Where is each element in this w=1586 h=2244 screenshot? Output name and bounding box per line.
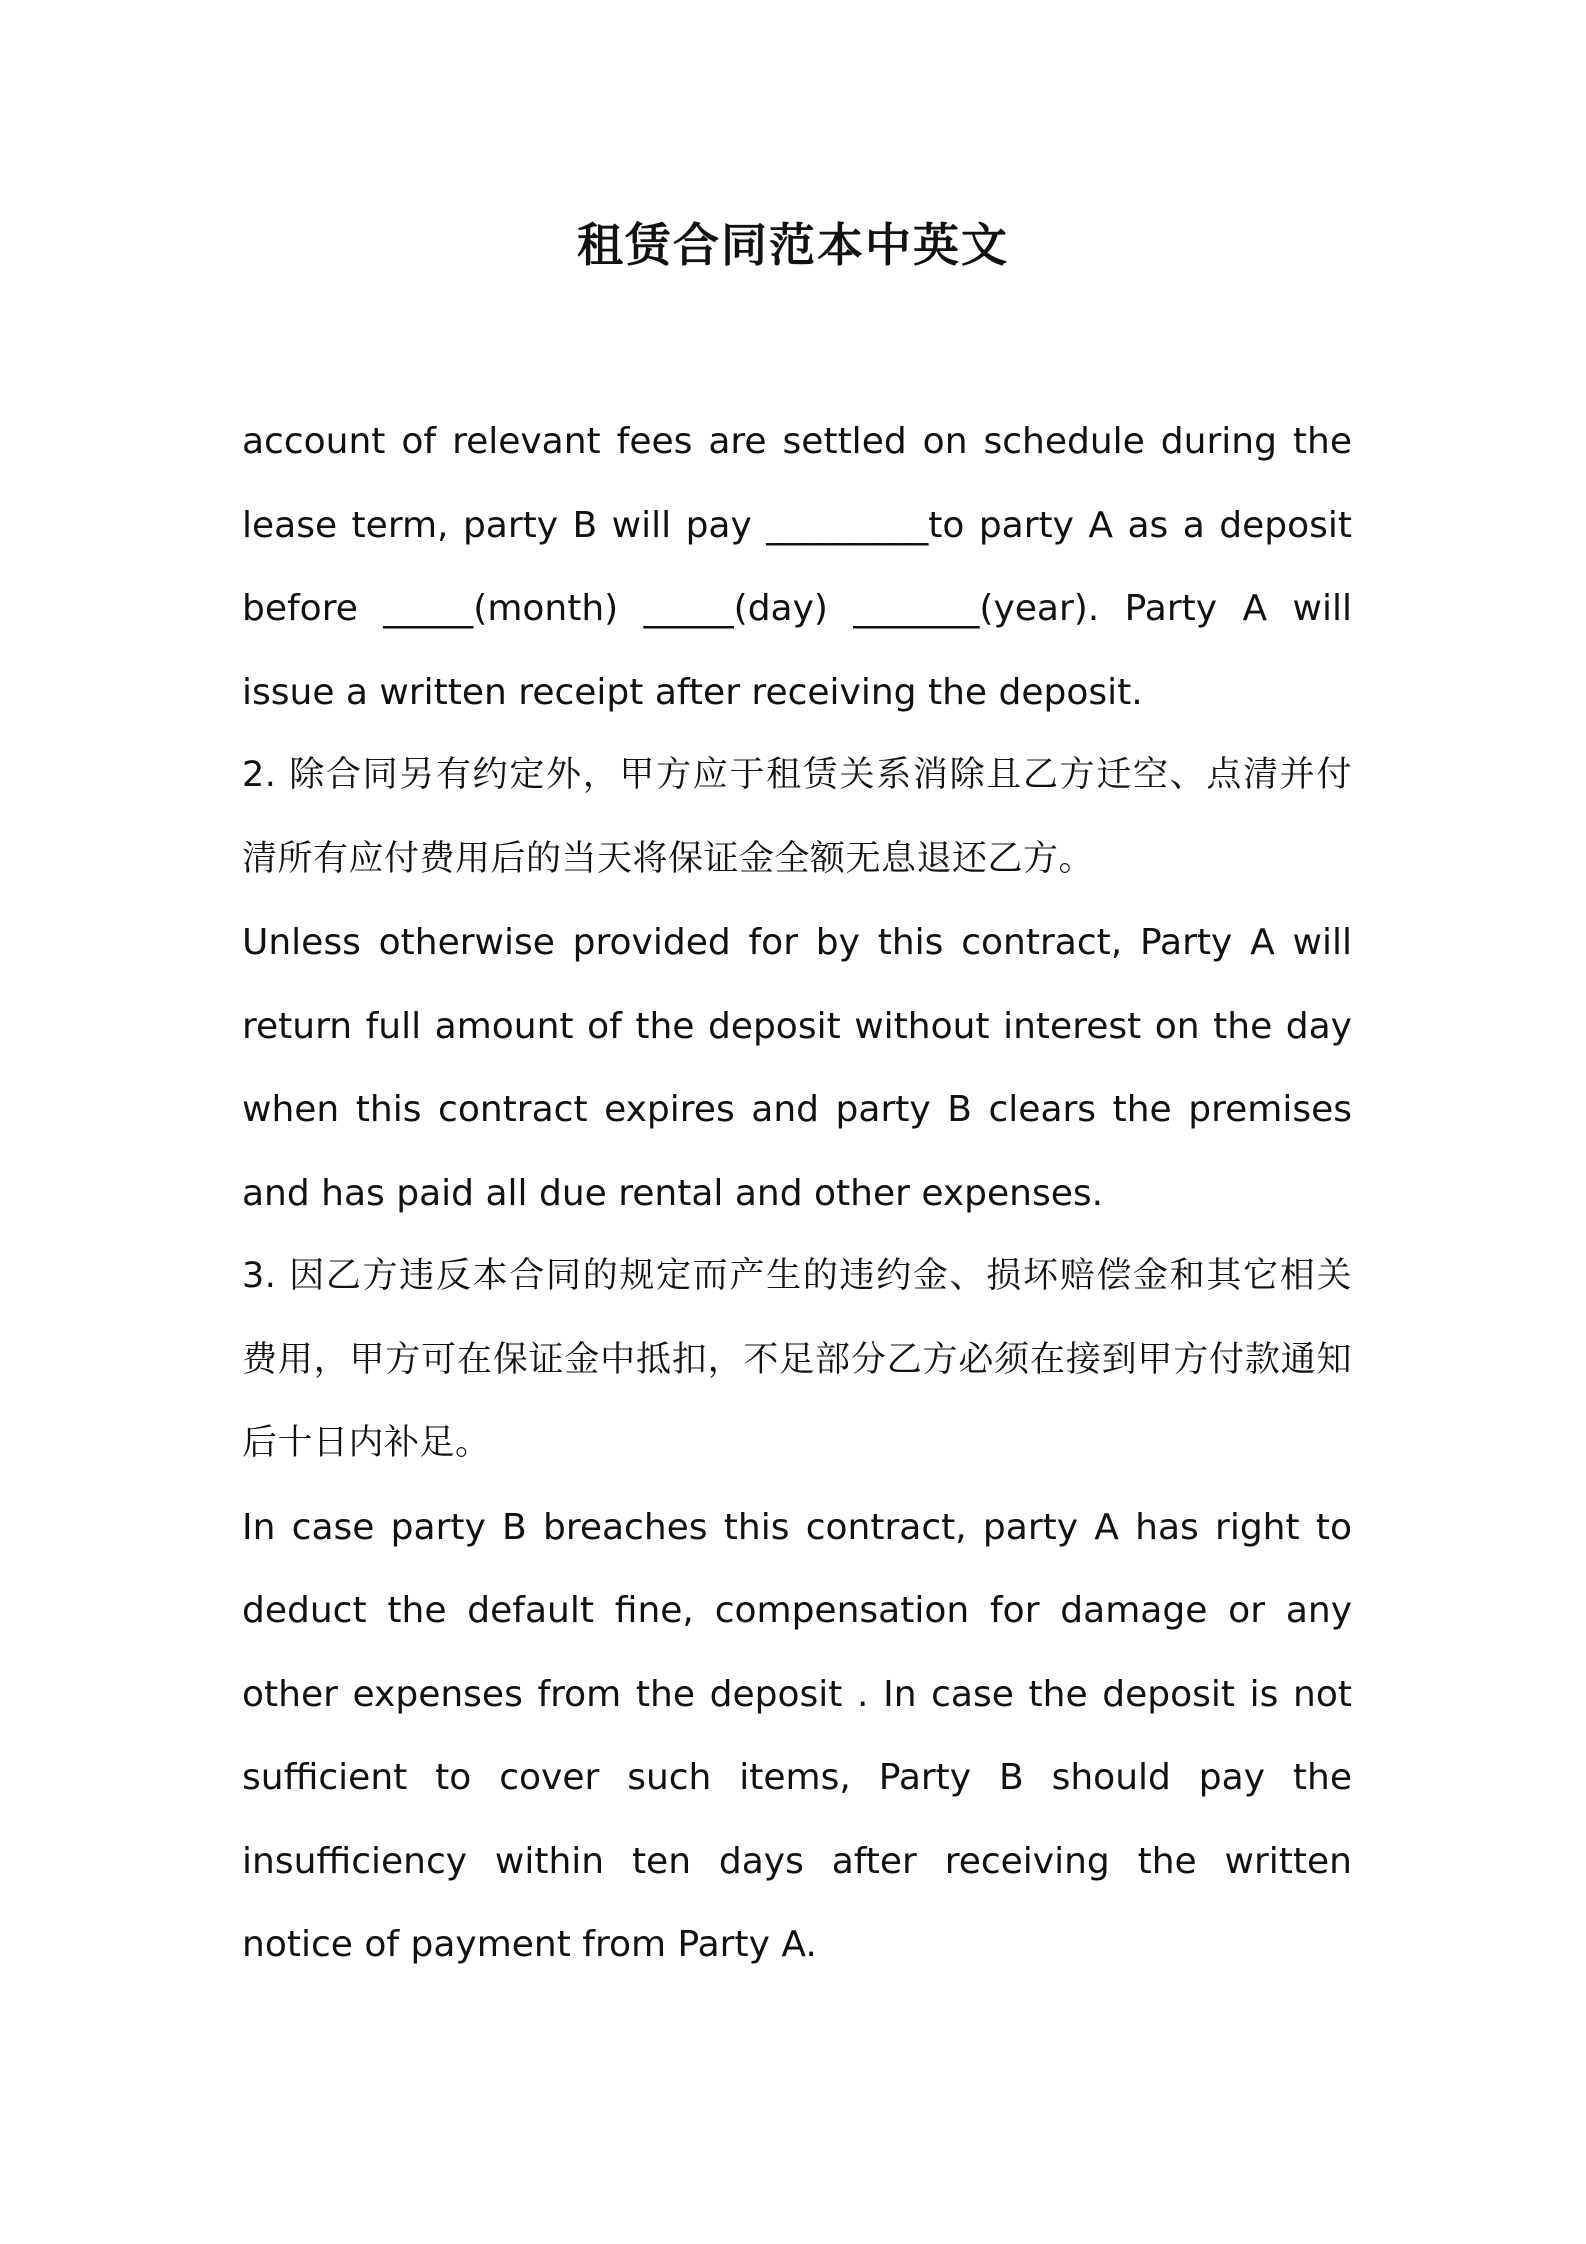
document-title: 租赁合同范本中英文 <box>577 218 1009 272</box>
document-body <box>242 400 1352 1987</box>
clause-2-zh: 2. 除合同另有约定外，甲方应于租赁关系消除且乙方迁空、点清并付清所有应付费用后的当天将保证金全额无息退还乙方。 <box>242 755 1352 879</box>
paragraph-deposit-payment-en: account of relevant fees are settled on schedule during the lease term, party B will pay _________to party A as a deposit before _____(month) _____(day) _______(year). Party A will issue a written receipt after receiving the deposit. <box>242 421 1352 713</box>
clause-3-zh: 3. 因乙方违反本合同的规定而产生的违约金、损坏赔偿金和其它相关费用，甲方可在保证金中抵扣，不足部分乙方必须在接到甲方付款通知后十日内补足。 <box>242 1256 1352 1463</box>
clause-2-en: Unless otherwise provided for by this contract, Party A will return full amount of the deposit without interest on the day when this contract expires and party B clears the premises and has paid all due rental and other expenses. <box>242 922 1352 1214</box>
clause-3-en: In case party B breaches this contract, party A has right to deduct the default fine, compensation for damage or any other expenses from the deposit . In case the deposit is not sufficient to cover such items, Party B should pay the insufficiency within ten days after receiving the written notice of payment from Party A. <box>242 1506 1352 1965</box>
